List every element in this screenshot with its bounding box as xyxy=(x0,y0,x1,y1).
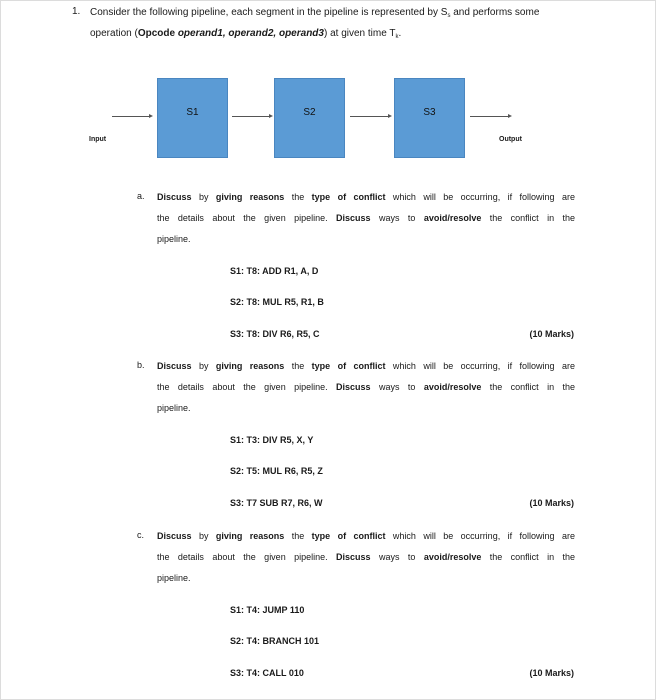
part-b-line-2: the details about the given pipeline. Discuss ways to avoid/resolve the conflict in the xyxy=(157,382,576,392)
part-a-instruction-3: S3: T8: DIV R6, R5, C xyxy=(230,329,320,339)
part-b-instruction-1: S1: T3: DIV R5, X, Y xyxy=(230,435,314,445)
part-b-line-3: pipeline. xyxy=(157,403,191,413)
part-c-marks: (10 Marks) xyxy=(529,668,574,678)
stage-s2: S2 xyxy=(274,78,345,158)
part-a-instruction-2: S2: T8: MUL R5, R1, B xyxy=(230,297,324,307)
part-a-marks: (10 Marks) xyxy=(529,329,574,339)
part-c-line-1: Discuss by giving reasons the type of conflict which will be occurring, if following are xyxy=(157,531,575,541)
part-a-line-3: pipeline. xyxy=(157,234,191,244)
arrow-s2-s3 xyxy=(350,116,388,117)
output-arrow xyxy=(470,116,508,117)
part-c-line-3: pipeline. xyxy=(157,573,191,583)
part-b-letter: b. xyxy=(137,360,145,370)
part-b-marks: (10 Marks) xyxy=(529,498,574,508)
output-label: Output xyxy=(499,136,522,143)
input-arrow xyxy=(112,116,149,117)
part-b-instruction-2: S2: T5: MUL R6, R5, Z xyxy=(230,466,323,476)
part-c-instruction-1: S1: T4: JUMP 110 xyxy=(230,605,305,615)
pipeline-diagram xyxy=(0,0,656,170)
part-c-instruction-3: S3: T4: CALL 010 xyxy=(230,668,304,678)
part-c-letter: c. xyxy=(137,530,145,540)
part-a-instruction-1: S1: T8: ADD R1, A, D xyxy=(230,266,319,276)
part-b-line-1: Discuss by giving reasons the type of conflict which will be occurring, if following are xyxy=(157,361,575,371)
part-a-letter: a. xyxy=(137,191,145,201)
question-line-2: operation (Opcode operand1, operand2, operand3) at given time $T_k$. xyxy=(90,28,402,40)
question-number: 1. xyxy=(72,6,81,17)
question-line-1: Consider the following pipeline, each segment in the pipeline is represented by $S_s$ and performs some xyxy=(90,7,540,19)
part-a-line-2: the details about the given pipeline. Discuss ways to avoid/resolve the conflict in the xyxy=(157,213,576,223)
input-label: Input xyxy=(89,136,107,143)
part-c-instruction-2: S2: T4: BRANCH 101 xyxy=(230,636,320,646)
stage-s1: S1 xyxy=(157,78,228,158)
stage-s3: S3 xyxy=(394,78,465,158)
arrow-s1-s2 xyxy=(232,116,269,117)
part-a-line-1: Discuss by giving reasons the type of conflict which will be occurring, if following are xyxy=(157,192,575,202)
part-c-line-2: the details about the given pipeline. Discuss ways to avoid/resolve the conflict in the xyxy=(157,552,576,562)
part-b-instruction-3: S3: T7 SUB R7, R6, W xyxy=(230,498,323,508)
